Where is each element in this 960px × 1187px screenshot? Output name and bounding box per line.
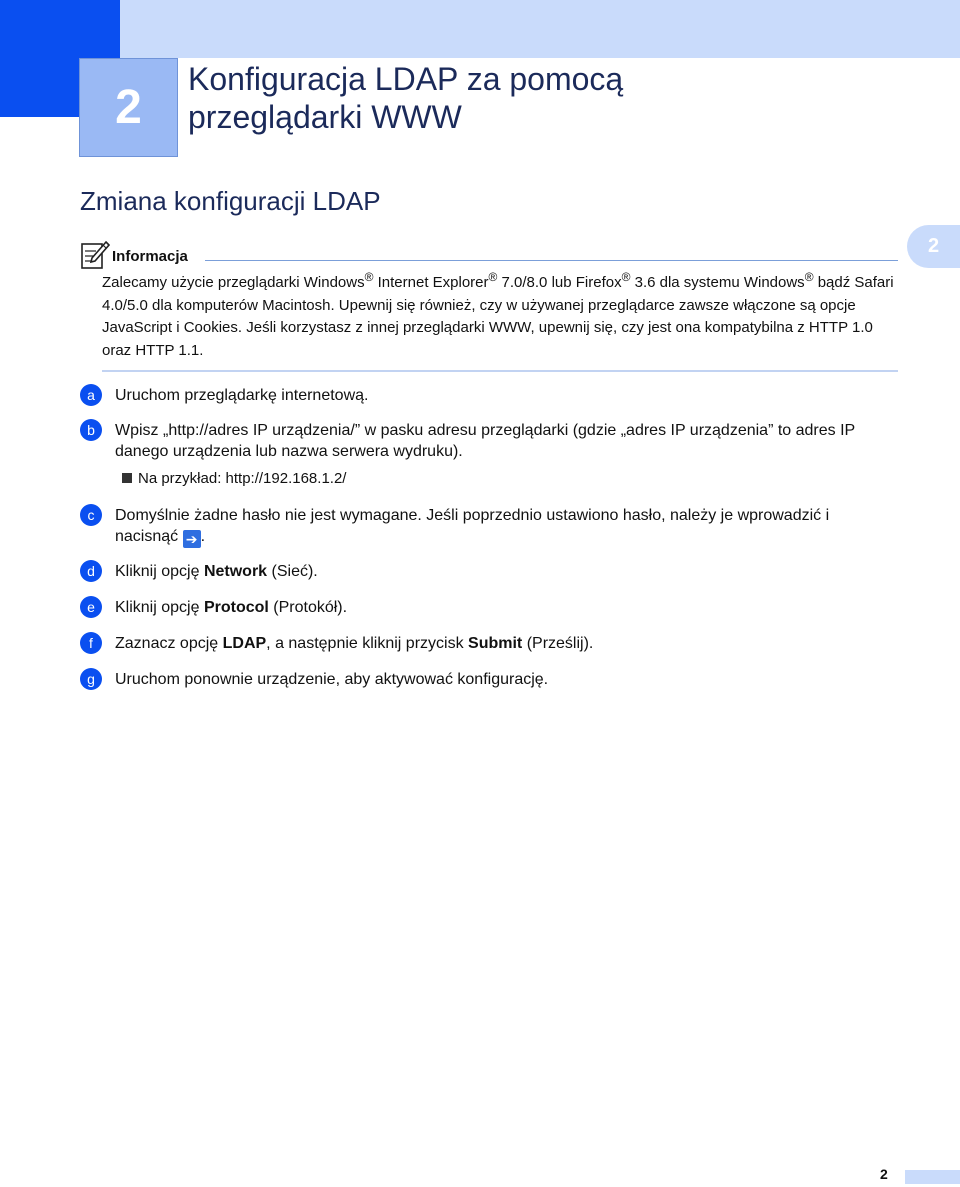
note-label: Informacja [112,248,188,265]
step-badge: a [80,384,102,406]
chapter-title-line2: przeglądarki WWW [188,99,462,135]
note-divider-top [205,260,898,261]
example-sub-item [122,470,346,487]
section-title: Zmiana konfiguracji LDAP [80,186,381,216]
step-text: Uruchom ponownie urządzenie, aby aktywować konfigurację. [115,671,549,688]
chapter-title [188,60,888,136]
step-badge: g [80,668,102,690]
note-divider-bottom [102,370,898,372]
step-text: Uruchom przeglądarkę internetową. [115,387,369,404]
step-text: Wpisz „http://adres IP urządzenia/” w pasku adresu przeglądarki (gdzie „adres IP urządzenia” to adres IP danego urządzenia lub nazwa serwera wydruku). [115,422,855,460]
step-badge: f [80,632,102,654]
arrow-right-icon: ➔ [183,530,201,548]
example-text: Na przykład: http://192.168.1.2/ [138,470,347,487]
step-badge: b [80,419,102,441]
step-badge: d [80,560,102,582]
chapter-title-line1: Konfiguracja LDAP za pomocą [188,61,624,97]
page-number: 2 [880,1166,888,1182]
step-text: Kliknij opcję Protocol (Protokół). [115,599,348,616]
page-footer-bar [905,1170,960,1184]
step-badge: c [80,504,102,526]
step-badge: e [80,596,102,618]
chapter-side-tab: 2 [907,225,960,268]
chapter-number: 2 [79,58,178,157]
note-pencil-icon [80,240,110,270]
header-light-band [120,0,960,58]
note-text: Zalecamy użycie przeglądarki Windows® Internet Explorer® 7.0/8.0 lub Firefox® 3.6 dla systemu Windows® bądź Safari 4.0/5.0 dla komputerów Macintosh. Upewnij się również, czy w używanej przeglądarce zawsze włączone są opcje JavaScript i Cookies. Jeśli korzystasz z innej przeglądarki WWW, upewnij się, czy jest ona kompatybilna z HTTP 1.0 oraz HTTP 1.1. [102,270,894,359]
square-bullet-icon [122,473,132,483]
step-text: Kliknij opcję Network (Sieć). [115,563,318,580]
step-text: Zaznacz opcję LDAP, a następnie kliknij przycisk Submit (Prześlij). [115,635,594,652]
step-text: Domyślnie żadne hasło nie jest wymagane. Jeśli poprzednio ustawiono hasło, należy je wprowadzić i nacisnąć ➔ . [115,507,830,547]
